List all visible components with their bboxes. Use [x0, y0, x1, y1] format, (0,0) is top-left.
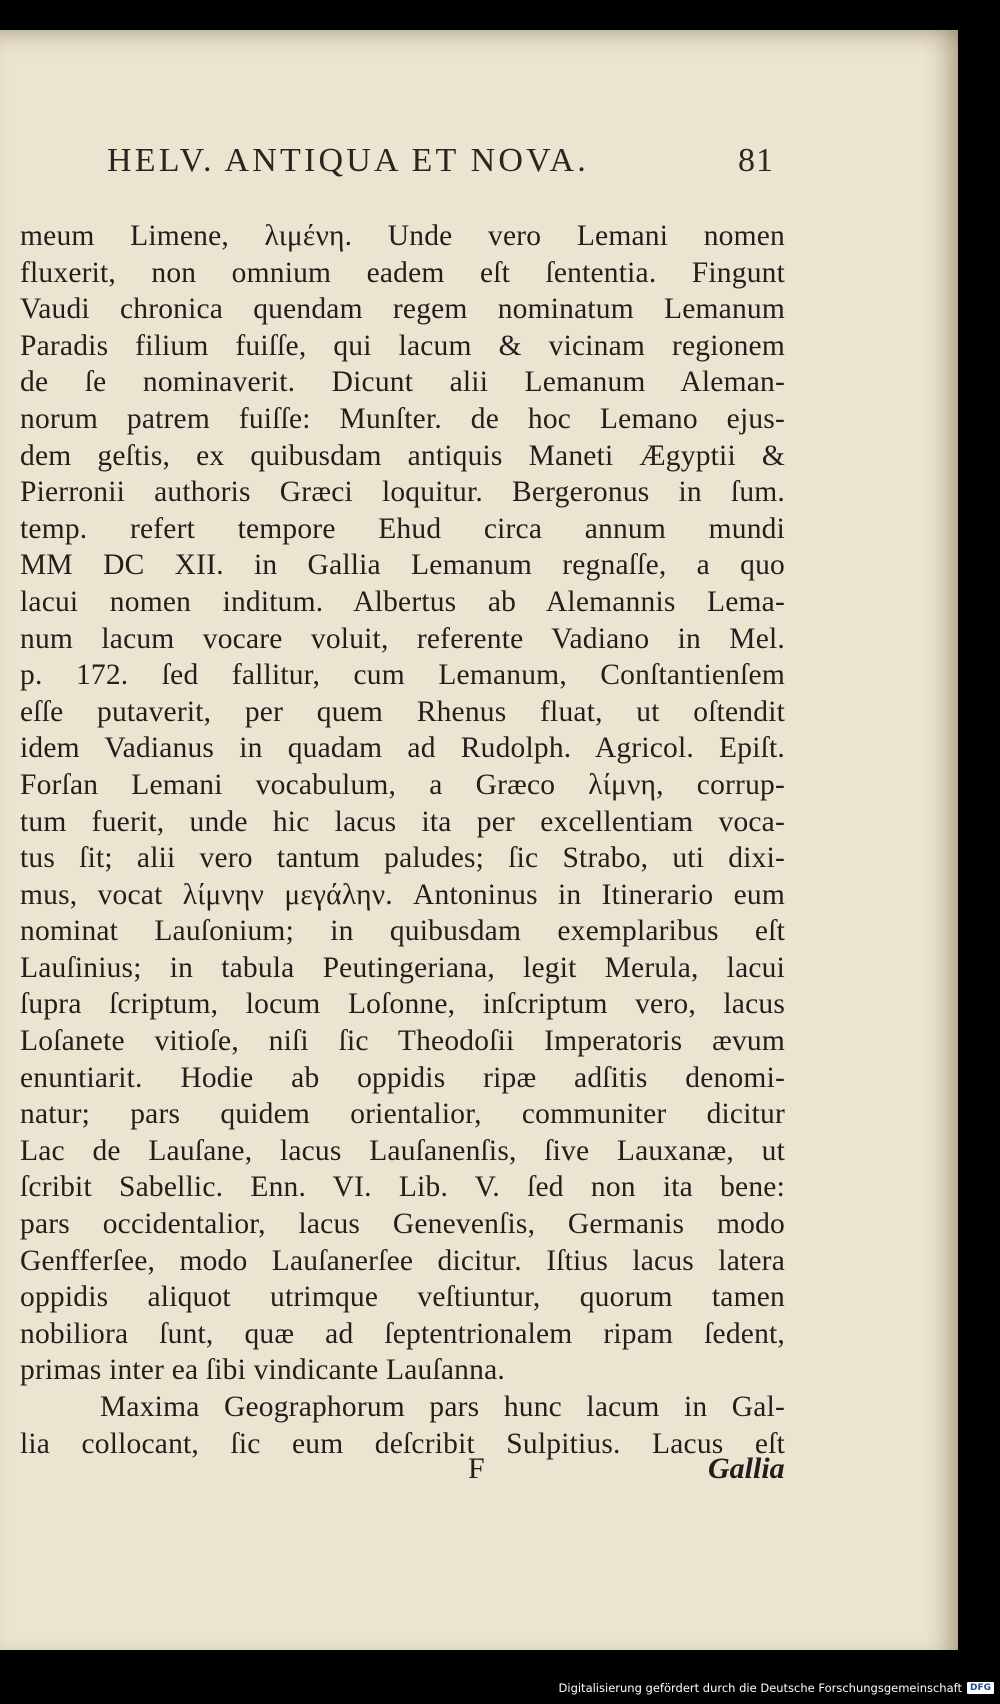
text-line: tum fuerit, unde hic lacus ita per excellentiam voca-: [20, 805, 785, 838]
text-line: ſupra ſcriptum, locum Loſonne, inſcriptum vero, lacus: [20, 988, 785, 1021]
text-line: p. 172. ſed fallitur, cum Lemanum, Conſtantienſem: [20, 659, 785, 692]
text-line: Vaudi chronica quendam regem nominatum Lemanum: [20, 293, 785, 326]
catchword: Gallia: [708, 1452, 785, 1485]
text-line: de ſe nominaverit. Dicunt alii Lemanum Aleman-: [20, 366, 785, 399]
page-header: [0, 142, 1000, 192]
text-line: natur; pars quidem orientalior, communiter dicitur: [20, 1098, 785, 1131]
running-head: HELV. ANTIQUA ET NOVA.: [107, 142, 589, 179]
text-line: oppidis aliquot utrimque veſtiuntur, quorum tamen: [20, 1281, 785, 1314]
text-line: norum patrem fuiſſe: Munſter. de hoc Lemano ejus-: [20, 402, 785, 435]
text-line: lacui nomen inditum. Albertus ab Alemannis Lema-: [20, 585, 785, 618]
text-line: num lacum vocare voluit, referente Vadiano in Mel.: [20, 622, 785, 655]
text-line: lia collocant, ſic eum deſcribit Sulpitius. Lacus eſt: [20, 1427, 785, 1460]
text-line: MM DC XII. in Gallia Lemanum regnaſſe, a quo: [20, 549, 785, 582]
text-line: idem Vadianus in quadam ad Rudolph. Agricol. Epiſt.: [20, 732, 785, 765]
text-line: primas inter ea ſibi vindicante Lauſanna.: [20, 1354, 505, 1387]
text-line: fluxerit, non omnium eadem eſt ſententia. Fingunt: [20, 256, 785, 289]
text-line: nobiliora ſunt, quæ ad ſeptentrionalem ripam ſedent,: [20, 1317, 785, 1350]
signature-mark: F: [468, 1452, 485, 1485]
text-line: Genfferſee, modo Lauſanerſee dicitur. Iſtius lacus latera: [20, 1244, 785, 1277]
page-number: 81: [738, 142, 774, 179]
text-line: tus ſit; alii vero tantum paludes; ſic Strabo, uti dixi-: [20, 842, 785, 875]
text-line: Maxima Geographorum pars hunc lacum in Gal-: [100, 1391, 785, 1423]
text-line: Paradis filium fuiſſe, qui lacum & vicinam regionem: [20, 329, 785, 362]
text-line: temp. refert tempore Ehud circa annum mundi: [20, 512, 785, 545]
text-line: enuntiarit. Hodie ab oppidis ripæ adſitis denomi-: [20, 1061, 785, 1094]
text-line: meum Limene, λιμένη. Unde vero Lemani nomen: [20, 220, 785, 252]
text-line: ſcribit Sabellic. Enn. VI. Lib. V. ſed non ita bene:: [20, 1171, 785, 1204]
text-line: Forſan Lemani vocabulum, a Græco λίμνη, corrup-: [20, 768, 785, 801]
text-line: eſſe putaverit, per quem Rhenus fluat, ut oſtendit: [20, 695, 785, 728]
dfg-logo-icon: DFG: [967, 1682, 994, 1694]
text-line: mus, vocat λίμνην μεγάλην. Antoninus in Itinerario eum: [20, 878, 785, 911]
text-line: Loſanete vitioſe, niſi ſic Theodoſii Imperatoris ævum: [20, 1025, 785, 1058]
text-line: Lauſinius; in tabula Peutingeriana, legit Merula, lacui: [20, 951, 785, 984]
text-line: Pierronii authoris Græci loquitur. Bergeronus in ſum.: [20, 476, 785, 509]
footer-credit: Digitalisierung gefördert durch die Deutsche Forschungsgemeinschaft: [558, 1681, 962, 1695]
text-line: dem geſtis, ex quibusdam antiquis Maneti Ægyptii &: [20, 439, 785, 472]
digitization-footer: [559, 1678, 994, 1698]
text-line: pars occidentalior, lacus Genevenſis, Germanis modo: [20, 1208, 785, 1241]
text-line: Lac de Lauſane, lacus Lauſanenſis, ſive Lauxanæ, ut: [20, 1134, 785, 1167]
body-text: [20, 218, 785, 1462]
text-line: nominat Lauſonium; in quibusdam exemplaribus eſt: [20, 915, 785, 948]
